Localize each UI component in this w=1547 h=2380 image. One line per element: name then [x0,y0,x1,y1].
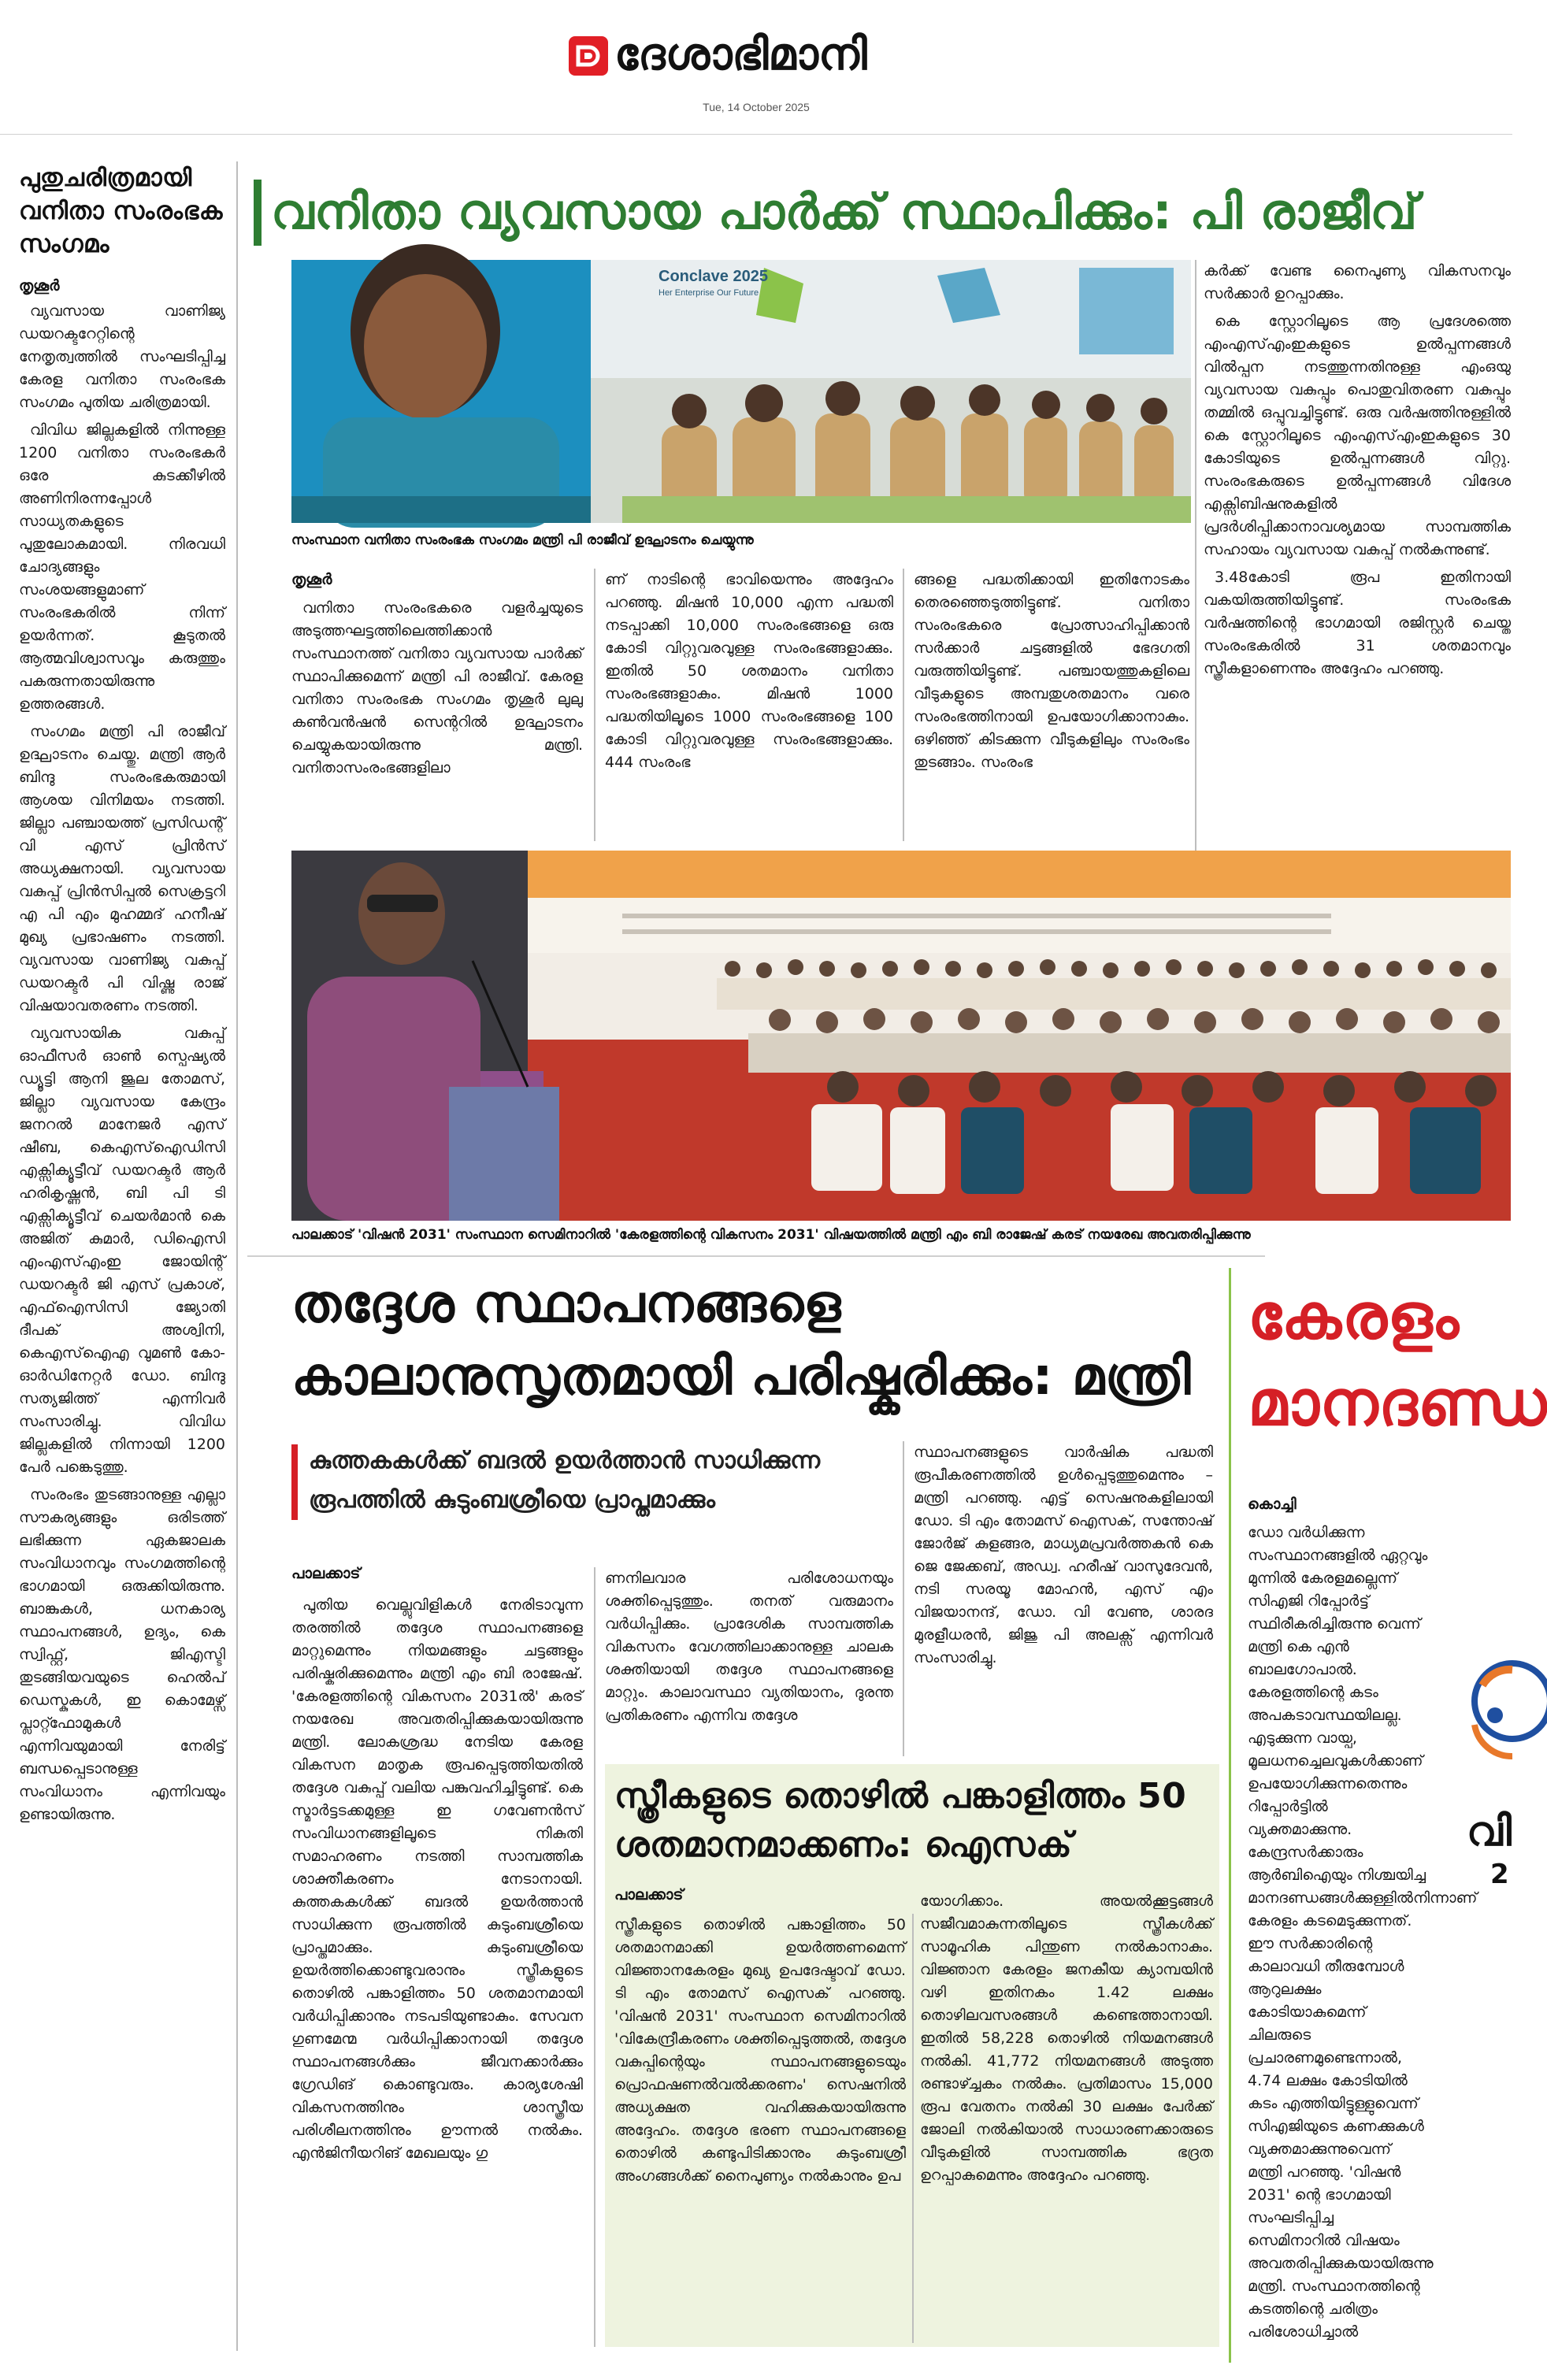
section-divider [247,1255,1265,1257]
box-story-dateline: പാലക്കാട് [614,1886,684,1904]
left-story-paragraph: വ്യവസായ വാണിജ്യ ഡയറക്ടറേറ്റിന്റെ നേതൃത്വത്തിൽ സംഘടിപ്പിച്ച കേരള വനിതാ സംരംഭക സംഗമം പുതിയ ചരിത്രമായി. [19,302,225,411]
right-story-logo-letter: വി [1467,1808,1512,1855]
second-story-headline: തദ്ദേശ സ്ഥാപനങ്ങളെ കാലാനുസൃതമായി പരിഷ്കരിക്കും: മന്ത്രി [291,1273,1191,1407]
right-story-headline-line1: കേരളം [1248,1280,1460,1353]
lead-photo-illustration [291,260,1191,523]
box-story-headline: സ്ത്രീകളുടെ തൊഴിൽ പങ്കാളിത്തം 50 ശതമാനമാക്കണം: ഐസക് [614,1776,1187,1865]
left-story-headline: പുതുചരിത്രമായി വനിതാ സംരംഭക സംഗമം [19,164,223,258]
masthead-title: ദേശാഭിമാനി [614,29,867,80]
left-story-paragraph: വിവിധ ജില്ലകളിൽ നിന്നുള്ള 1200 വനിതാ സംരംഭകർ ഒരേ കുടക്കീഴിൽ അണിനിരന്നപ്പോൾ സാധ്യതകളുടെ പുതുലോകമായി. നിരവധി ചോദ്യങ്ങളും സംശയങ്ങളുമാണ് സംരംഭകരിൽ നിന്ന് ഉയർന്നത്. കൂടുതൽ ആത്മവിശ്വാസവും കരുത്തും പകരുന്നതായിരുന്നു ഉത്തരങ്ങൾ. [19,421,225,713]
lead-photo [291,260,1191,523]
second-story-col2 [605,1567,893,1756]
box-story-col1-text: സ്ത്രീകളുടെ തൊഴിൽ പങ്കാളിത്തം 50 ശതമാനമാക്കി ഉയർത്തണമെന്ന് വിജ്ഞാനകേരളം മുഖ്യ ഉപദേഷ്ടാവ് ഡോ. ടി എം തോമസ് ഐസക് പറഞ്ഞു. 'വിഷൻ 2031' സംസ്ഥാന സെമിനാറിൽ 'വികേന്ദ്രീകരണം ശക്തിപ്പെടുത്തൽ, തദ്ദേശ വകുപ്പിന്റെയും സ്ഥാപനങ്ങളുടെയും പ്രൊഫഷണൽവൽക്കരണം' സെഷനിൽ അധ്യക്ഷത വഹിക്കുകയായിരുന്നു അദ്ദേഹം. തദ്ദേശ ഭരണ സ്ഥാപനങ്ങളെ തൊഴിൽ കണ്ടുപിടിക്കാനും കുടുംബശ്രീ അംഗങ്ങൾക്ക് നൈപുണ്യം നൽകാനും ഉപ [614,1916,906,2185]
column-divider [903,1441,904,1756]
box-story-col2 [920,1890,1213,2343]
lead-col3-text: ങ്ങളെ പദ്ധതിക്കായി ഇതിനോടകം തെരഞ്ഞെടുത്തിട്ടുണ്ട്. വനിതാ സംരംഭകരെ പ്രോത്സാഹിപ്പിക്കാൻ സർക്കാർ ചട്ടങ്ങളിൽ ഭേദഗതി വരുത്തിയിട്ടുണ്ട്. പഞ്ചായത്തുകളിലെ വീടുകളുടെ അമ്പതുശതമാനം വരെ സംരംഭത്തിനായി ഉപയോഗിക്കാനാകും. ഒഴിഞ്ഞ് കിടക്കുന്ന വീടുകളിലും സംരംഭം തുടങ്ങാം. സംരംഭ [914,571,1189,771]
second-story-subhead: കുത്തകകൾക്ക് ബദൽ ഉയർത്താൻ സാധിക്കുന്ന രൂപത്തിൽ കുടുംബശ്രീയെ പ്രാപ്തമാക്കും [309,1447,821,1514]
left-story-paragraph: സംരംഭം തുടങ്ങാനുള്ള എല്ലാ സൗകര്യങ്ങളും ഒരിടത്ത് ലഭിക്കുന്ന ഏകജാലക സംവിധാനവും സംഗമത്തിന്റെ ഭാഗമായി ഒരുക്കിയിരുന്നു. ബാങ്കുകൾ, ധനകാര്യ സ്ഥാപനങ്ങൾ, ഉദ്യം, കെ സ്വിഫ്റ്റ്, ജിഎസ്ടി തുടങ്ങിയവയുടെ ഹെൽപ് ഡെസ്കുകൾ, ഇ കൊമേഴ്സ് പ്ലാറ്റ്ഫോമുകൾ എന്നിവയുമായി നേരിട്ട് ബന്ധപ്പെടാനുള്ള സംവിധാനം എന്നിവയും ഉണ്ടായിരുന്നു. [19,1486,225,1823]
masthead-logo-icon [569,36,608,76]
lead-photo-banner-title: Conclave 2025 [658,268,768,285]
second-story-col3-text: സ്ഥാപനങ്ങളുടെ വാർഷിക പദ്ധതി രൂപീകരണത്തിൽ ഉൾപ്പെടുത്തുമെന്നും – മന്ത്രി പറഞ്ഞു. എട്ട് സെഷനുകളിലായി ഡോ. ടി എം തോമസ് ഐസക്, സന്തോഷ് ജോർജ് കുളങ്ങര, മാധ്യമപ്രവർത്തകൻ കെ ജെ ജേക്കബ്, അഡ്വ. ഹരീഷ് വാസുദേവൻ, നടി സരയൂ മോഹൻ, എസ് എം വിജയാനന്ദ്, ഡോ. വി വേണു, ശാരദ മുരളീധരൻ, ജിജു പി അലക്സ് എന്നിവർ സംസാരിച്ചു. [914,1444,1213,1666]
right-story-headline-line2: മാനദണ്ഡ [1248,1366,1547,1440]
lead-photo-caption: സംസ്ഥാന വനിതാ സംരംഭക സംഗമം മന്ത്രി പി രാജീവ് ഉദ്ഘാടനം ചെയ്യുന്നു [291,532,754,548]
second-story-dateline: പാലക്കാട് [291,1565,361,1582]
seminar-photo-caption: പാലക്കാട് 'വിഷൻ 2031' സംസ്ഥാന സെമിനാറിൽ 'കേരളത്തിന്റെ വികസനം 2031' വിഷയത്തിൽ മന്ത്രി എം ബി രാജേഷ് കരട് നയരേഖ അവതരിപ്പിക്കുന്നു [291,1227,1251,1243]
left-story-paragraph: സംഗമം മന്ത്രി പി രാജീവ് ഉദ്ഘാടനം ചെയ്തു. മന്ത്രി ആർ ബിന്ദു സംരംഭകരുമായി ആശയ വിനിമയം നടത്തി. ജില്ലാ പഞ്ചായത്ത് പ്രസിഡന്റ് വി എസ് പ്രിൻസ് അധ്യക്ഷനായി. വ്യവസായ വകുപ്പ് പ്രിൻസിപ്പൽ സെക്രട്ടറി എ പി എം മുഹമ്മദ് ഹനീഷ് മുഖ്യ പ്രഭാഷണം നടത്തി. വ്യവസായ വാണിജ്യ വകുപ്പ് ഡയറക്ടർ പി വിഷ്ണു രാജ് വിഷയാവതരണം നടത്തി. [19,723,225,1014]
column-divider [594,1567,595,2347]
second-story-col1-text: പുതിയ വെല്ലുവിളികൾ നേരിടാവുന്ന തരത്തിൽ തദ്ദേശ സ്ഥാപനങ്ങളെ മാറ്റുമെന്നും നിയമങ്ങളും ചട്ടങ്ങളും പരിഷ്കരിക്കുമെന്നും മന്ത്രി എം ബി രാജേഷ്. 'കേരളത്തിന്റെ വികസനം 2031ൽ' കരട് നയരേഖ അവതരിപ്പിക്കുകയായിരുന്നു മന്ത്രി. ലോകശ്രദ്ധ നേടിയ കേരള വികസന മാതൃക രൂപപ്പെടുത്തിയതിൽ തദ്ദേശ വകുപ്പ് വലിയ പങ്കുവഹിച്ചിട്ടുണ്ട്. കെ സ്മാർട്ടടക്കമുള്ള ഇ ഗവേണൻസ് സംവിധാനങ്ങളിലൂടെ നികുതി സമാഹരണം നടത്തി സാമ്പത്തിക ശാക്തീകരണം നേടാനായി. കുത്തകകൾക്ക് ബദൽ ഉയർത്താൻ സാധിക്കുന്ന രൂപത്തിൽ കുടുംബശ്രീയെ പ്രാപ്തമാക്കും. കുടുംബശ്രീയെ ഉയർത്തിക്കൊണ്ടുവരാനും സ്ത്രീകളുടെ തൊഴിൽ പങ്കാളിത്തം 50 ശതമാനമായി വർധിപ്പിക്കാനും നടപടിയുണ്ടാകും. സേവന ഗുണമേന്മ വർധിപ്പിക്കാനായി തദ്ദേശ സ്ഥാപനങ്ങൾക്കും ജീവനക്കാർക്കും ഗ്രേഡിങ് കൊണ്ടുവരും. കാര്യശേഷി വികസനത്തിനും ശാസ്ത്രീയ പരിശീലനത്തിനും ഊന്നൽ നൽകും. എൻജിനീയറിങ് മേഖലയും ഗു [291,1596,583,2162]
lead-col3 [914,569,1189,841]
seminar-photo-illustration [291,851,1511,1221]
column-divider [236,161,238,2351]
column-divider [1195,260,1196,858]
second-story-col1 [291,1594,583,2350]
lead-headline-accent [254,180,262,246]
box-story-col2-text: യോഗിക്കാം. അയൽക്കൂട്ടങ്ങൾ സജീവമാകുന്നതിലൂടെ സ്ത്രീകൾക്ക് സാമൂഹിക പിന്തുണ നൽകാനാകും. വിജ്ഞാന കേരളം ജനകീയ ക്യാമ്പയിൻ വഴി ഇതിനകം 1.42 ലക്ഷം തൊഴിലവസരങ്ങൾ കണ്ടെത്താനായി. ഇതിൽ 58,228 തൊഴിൽ നിയമനങ്ങൾ നൽകി. 41,772 നിയമനങ്ങൾ അടുത്ത രണ്ടാഴ്ച്ചകം നൽകും. പ്രതിമാസം 15,000 രൂപ വേതനം നൽകി 30 ലക്ഷം പേർക്ക് ജോലി നൽകിയാൽ സാധാരണക്കാരുടെ വീടുകളിൽ സാമ്പത്തിക ഭദ്രത ഉറപ്പാകുമെന്നും അദ്ദേഹം പറഞ്ഞു. [920,1893,1213,2184]
left-story-paragraph: വ്യവസായിക വകുപ്പ് ഓഫീസർ ഓൺ സ്പെഷ്യൽ ഡ്യൂട്ടി ആനി ജൂല തോമസ്, ജില്ലാ വ്യവസായ കേന്ദ്രം ജനറൽ മാനേജർ എസ് ഷീബ, കെഎസ്ഐഡിസി എക്സിക്യൂട്ടീവ് ഡയറക്ടർ ആർ ഹരികൃഷ്ണൻ, ബി പി ടി എക്സിക്യൂട്ടീവ് ചെയർമാൻ കെ അജിത് കുമാർ, ഡിഐസി എംഎസ്എംഇ ജോയിന്റ് ഡയറക്ടർ ജി എസ് പ്രകാശ്, എഫ്ഐസിസി ജ്യോതി ദീപക് അശ്വിനി, കെഎസ്ഐഎ വുമൺ കോ-ഓർഡിനേറ്റർ ഡോ. ബിന്ദു സത്യജിത്ത് എന്നിവർ സംസാരിച്ചു. വിവിധ ജില്ലകളിൽ നിന്നായി 1200 പേർ പങ്കെടുത്തു. [19,1025,225,1476]
lead-col2-text: ണ് നാടിന്റെ ഭാവിയെന്നും അദ്ദേഹം പറഞ്ഞു. മിഷൻ 10,000 എന്ന പദ്ധതി നടപ്പാക്കി 10,000 സംരംഭങ്ങളെ ഒരു കോടി വിറ്റുവരവുള്ള സംരംഭങ്ങളാക്കും. ഇതിൽ 50 ശതമാനം വനിതാ സംരംഭങ്ങളാകും. മിഷൻ 1000 പദ്ധതിയിലൂടെ 1000 സംരംഭങ്ങളെ 100 കോടി വിറ്റുവരവുള്ള സംരംഭങ്ങളാക്കും. 444 സംരംഭ [605,571,893,771]
vision-logo-icon [1435,1654,1512,1796]
column-divider [594,569,595,841]
lead-col2 [605,569,893,841]
lead-col4-paragraph: 3.48കോടി രൂപ ഇതിനായി വകയിരുത്തിയിട്ടുണ്ട്. സംരംഭക വർഷത്തിന്റെ ഭാഗമായി രജിസ്റ്റർ ചെയ്ത സംരംഭകരിൽ 31 ശതമാനവും സ്ത്രീകളാണെന്നും അദ്ദേഹം പറഞ്ഞു. [1204,569,1511,677]
lead-col4 [1204,260,1511,858]
left-story-dateline: തൃശൂർ [19,277,60,295]
right-story-logo-sub: 2 [1490,1859,1509,1890]
seminar-photo [291,851,1511,1221]
column-divider [903,569,904,841]
masthead [0,0,1512,135]
left-story-body [19,300,225,2237]
lead-dateline: തൃശൂർ [291,571,332,588]
lead-col1 [291,597,583,841]
right-story-dateline: കൊച്ചി [1248,1496,1297,1513]
lead-photo-banner-subtitle: Her Enterprise Our Future [658,288,759,298]
right-story-body [1248,1522,1478,2356]
second-story-col2-text: ണനിലവാര പരിശോധനയും ശക്തിപ്പെടുത്തും. തനത് വരുമാനം വർധിപ്പിക്കും. പ്രാദേശിക സാമ്പത്തിക വികസനം വേഗത്തിലാക്കാനുള്ള ചാലക ശക്തിയായി തദ്ദേശ സ്ഥാപനങ്ങളെ മാറ്റും. കാലാവസ്ഥാ വ്യതിയാനം, ദുരന്ത പ്രതികരണം എന്നിവ തദ്ദേശ [605,1570,893,1724]
second-story-subhead-accent [291,1444,298,1520]
column-divider [1229,1268,1231,2363]
right-story-text: ഡോ വർധിക്കുന്ന സംസ്ഥാനങ്ങളിൽ ഏറ്റവും മുന്നിൽ കേരളമല്ലെന്ന് സിഎജി റിപ്പോർട്ട് സ്ഥിരീകരിച്ചിരുന്നു വെന്ന് മന്ത്രി കെ എൻ ബാലഗോപാൽ. കേരളത്തിന്റെ കടം അപകടാവസ്ഥയിലല്ല. എടുക്കുന്ന വായ്പ, മൂലധനച്ചെലവുകൾക്കാണ് ഉപയോഗിക്കുന്നതെന്നും റിപ്പോർട്ടിൽ വ്യക്തമാക്കുന്നു. കേന്ദ്രസർക്കാരും ആർബിഐയും നിശ്ചയിച്ച മാനദണ്ഡങ്ങൾക്കുള്ളിൽനിന്നാണ് കേരളം കടമെടുക്കുന്നത്. ഈ സർക്കാരിന്റെ കാലാവധി തീരുമ്പോൾ ആറുലക്ഷം കോടിയാകുമെന്ന് ചിലരുടെ പ്രചാരണമുണ്ടെന്നാൽ, 4.74 ലക്ഷം കോടിയിൽ കടം എത്തിയിട്ടുള്ളുവെന്ന് സിഎജിയുടെ കണക്കുകൾ വ്യക്തമാക്കുന്നുവെന്ന് മന്ത്രി പറഞ്ഞു. 'വിഷൻ 2031' ന്റെ ഭാഗമായി സംഘടിപ്പിച്ച സെമിനാറിൽ വിഷയം അവതരിപ്പിക്കുകയായിരുന്നു മന്ത്രി. സംസ്ഥാനത്തിന്റെ കടത്തിന്റെ ചരിത്രം പരിശോധിച്ചാൽ [1248,1524,1478,2341]
masthead-divider [0,134,1512,135]
lead-headline: വനിതാ വ്യവസായ പാർക്ക് സ്ഥാപിക്കും: പി രാജീവ് [271,183,1418,240]
second-story-col3 [914,1441,1213,1756]
right-story-logo [1435,1654,1512,1922]
lead-col1-text: വനിതാ സംരംഭകരെ വളർച്ചയുടെ അടുത്തഘട്ടത്തിലെത്തിക്കാൻ സംസ്ഥാനത്ത് വനിതാ വ്യവസായ പാർക്ക് സ്ഥാപിക്കുമെന്ന് മന്ത്രി പി രാജീവ്. കേരള വനിതാ സംരംഭക സംഗമം തൃശൂർ ലുലു കൺവൻഷൻ സെന്ററിൽ ഉദ്ഘാടനം ചെയ്യുകയായിരുന്നു മന്ത്രി. വനിതാസംരംഭങ്ങളിലാ [291,599,583,777]
lead-col4-paragraph: കെ സ്റ്റോറിലൂടെ ആ പ്രദേശത്തെ എംഎസ്എംഇകളുടെ ഉൽപ്പന്നങ്ങൾ വിൽപ്പന നടത്തുന്നതിനുള്ള എംഒയു വ്യവസായ വകുപ്പും പൊതുവിതരണ വകുപ്പും തമ്മിൽ ഒപ്പുവച്ചിട്ടുണ്ട്. ഒരു വർഷത്തിനുള്ളിൽ കെ സ്റ്റോറിലൂടെ എംഎസ്എംഇകളുടെ 30 കോടിയുടെ ഉൽപ്പന്നങ്ങൾ വിറ്റു. സംരംഭകരുടെ ഉൽപ്പന്നങ്ങൾ വിദേശ എക്സിബിഷനുകളിൽ പ്രദർശിപ്പിക്കാനാവശ്യമായ സാമ്പത്തിക സഹായം വ്യവസായ വകുപ്പ് നൽകുന്നുണ്ട്. [1204,313,1511,558]
box-story-col1 [614,1914,906,2343]
column-divider [912,1914,914,2343]
lead-col4-paragraph: കർക്ക് വേണ്ട നൈപുണ്യ വികസനവും സർക്കാർ ഉറപ്പാക്കും. [1204,262,1511,302]
masthead-date: Tue, 14 October 2025 [703,101,810,113]
left-story [19,161,225,2304]
